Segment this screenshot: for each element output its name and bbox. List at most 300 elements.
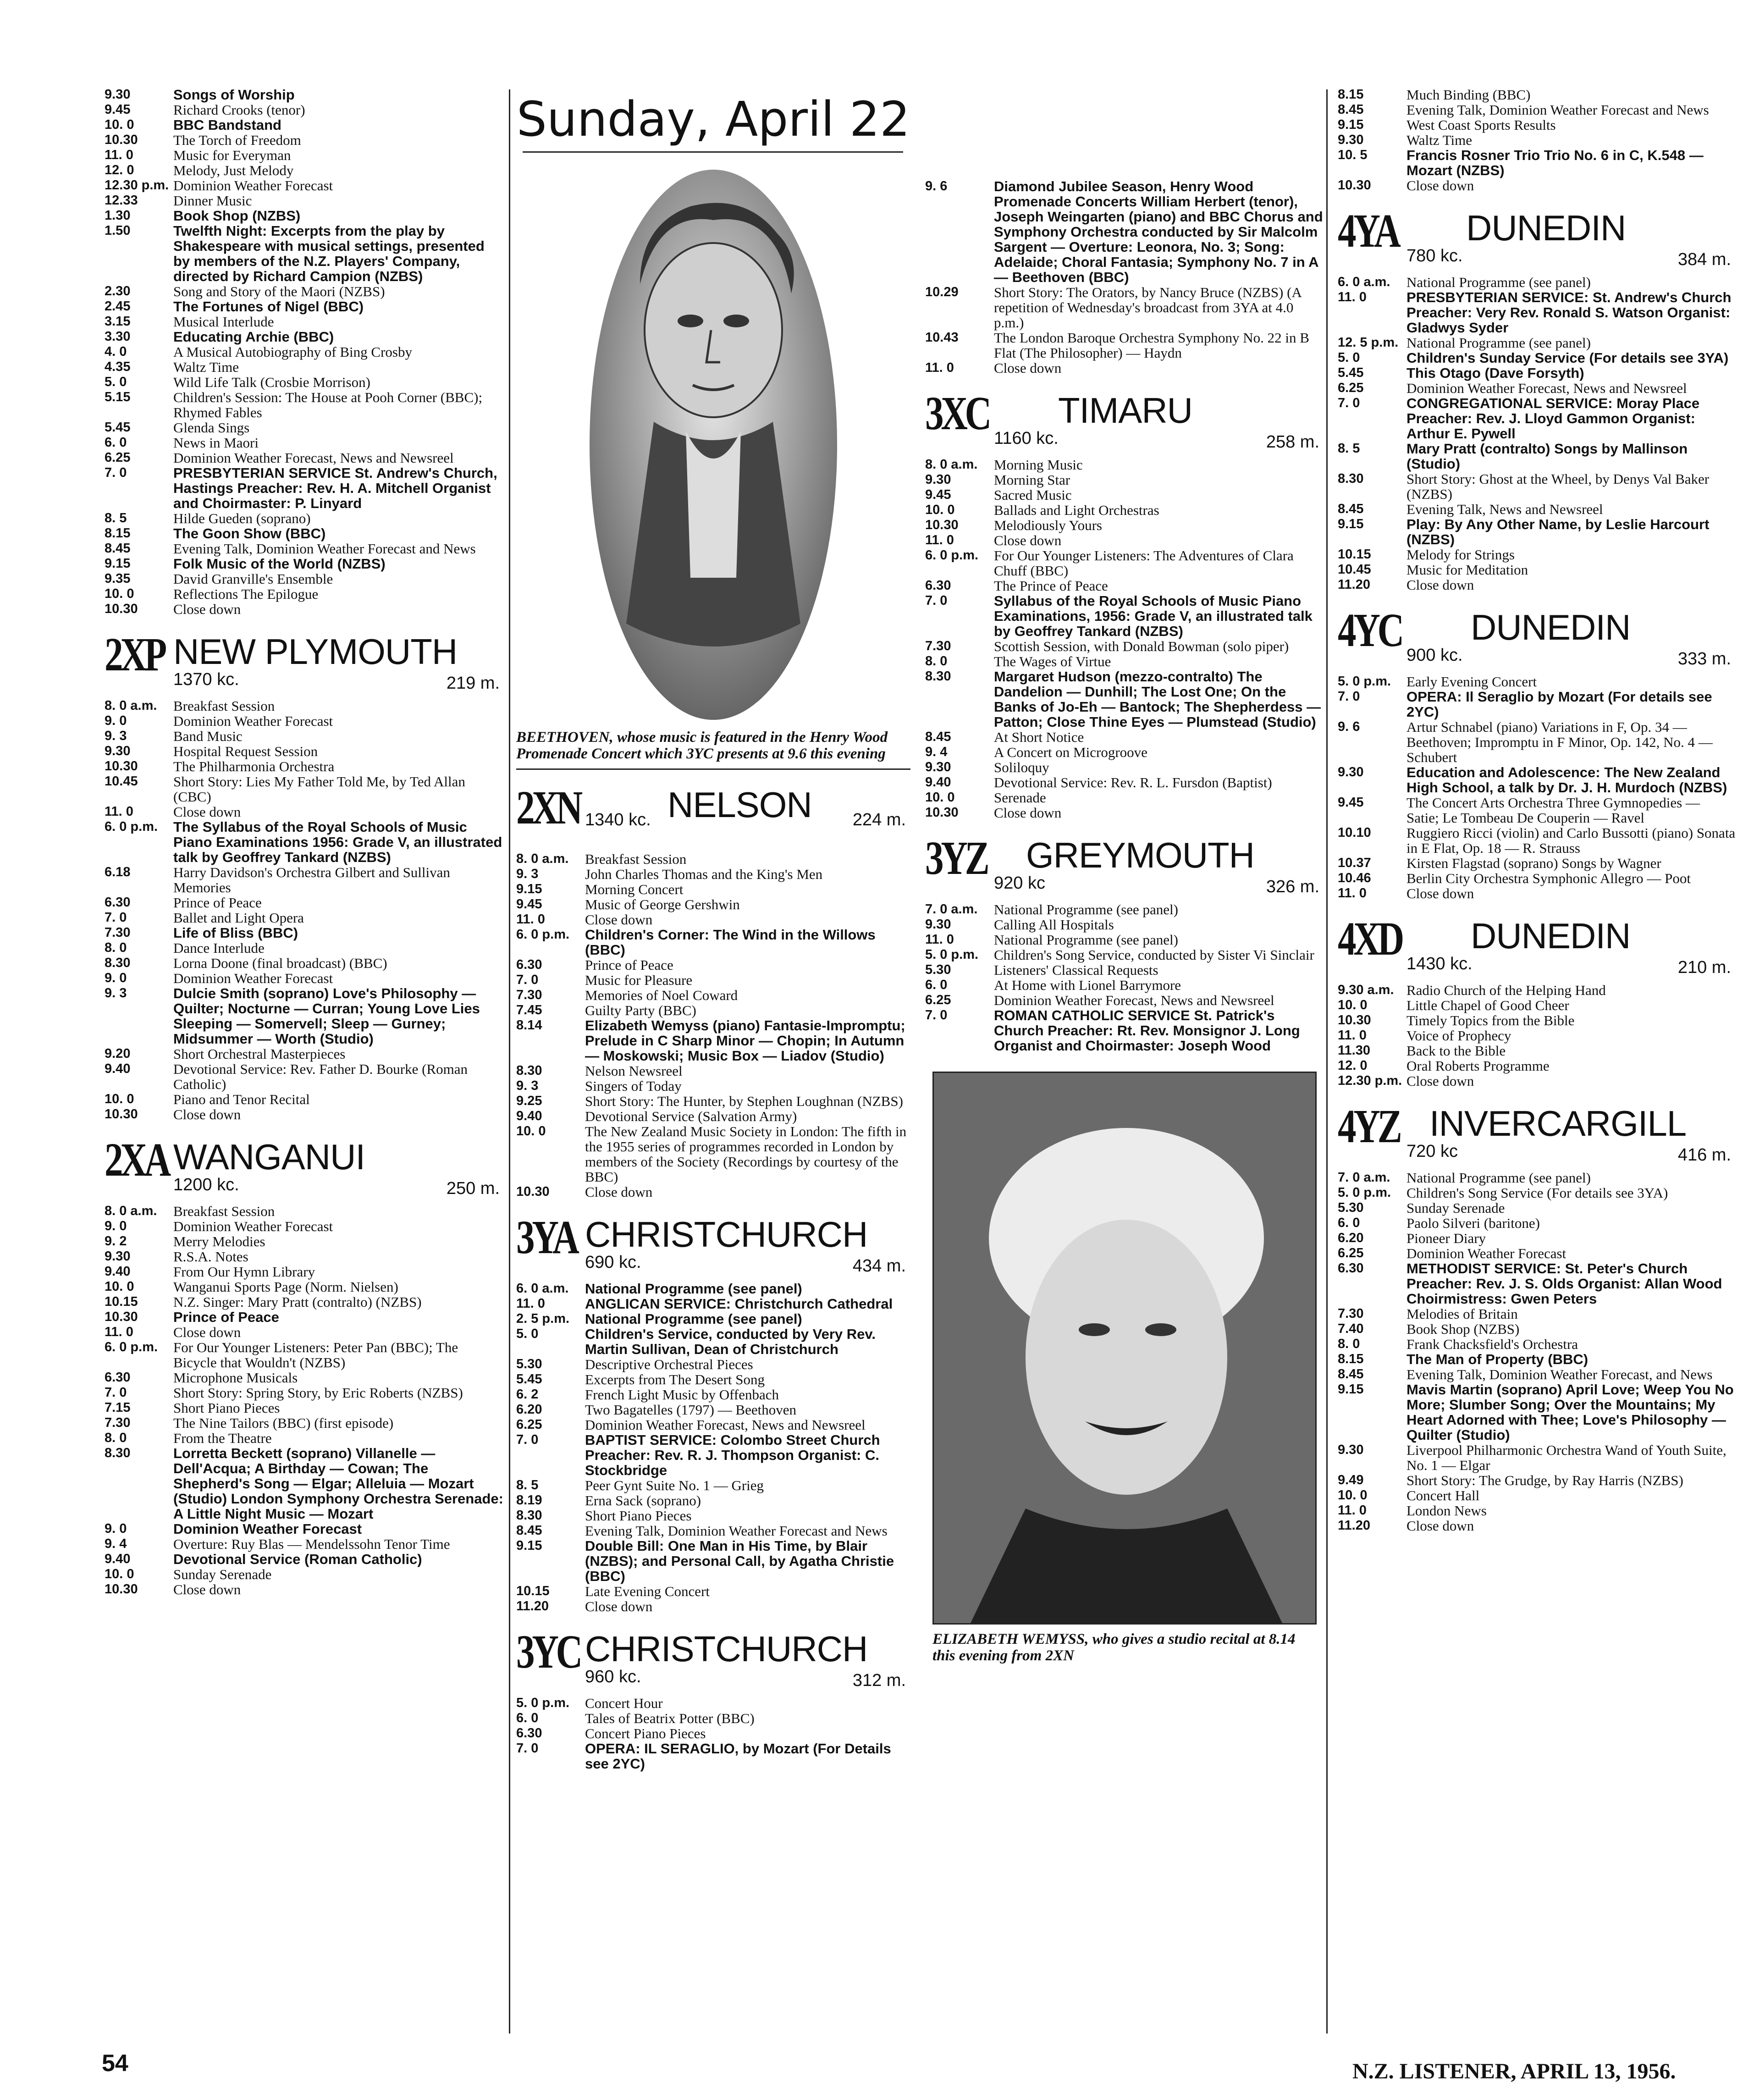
program-entry <box>516 957 910 973</box>
program-time: 8.30 <box>516 1063 542 1078</box>
program-title: Close down <box>173 804 241 820</box>
program-time: 10. 0 <box>105 117 134 132</box>
program-entry <box>105 1385 504 1400</box>
program-time: 12. 0 <box>1338 1058 1368 1073</box>
station-wavelength: 250 m. <box>446 1179 500 1198</box>
program-entry <box>925 775 1324 790</box>
program-entry <box>105 602 504 617</box>
program-time: 8. 0 <box>105 1431 127 1445</box>
program-time: 7. 0 <box>925 1008 948 1022</box>
program-time: 10.15 <box>516 1584 550 1598</box>
program-time: 8.14 <box>516 1018 542 1033</box>
program-entry <box>105 586 504 602</box>
program-title: Close down <box>1407 577 1474 593</box>
program-entry <box>516 973 910 988</box>
program-entry <box>105 571 504 586</box>
program-title: Mavis Martin (soprano) April Love; Weep You No More; Slumber Song; Over the Mountains; My Heart Adorned with Thee; Love's Philosophy — Quilter (Studio) <box>1407 1382 1734 1443</box>
program-title: London News <box>1407 1503 1487 1519</box>
program-entry <box>105 1400 504 1415</box>
program-time: 9.45 <box>105 102 131 117</box>
station-header-2xn <box>516 783 910 847</box>
program-title: Dominion Weather Forecast <box>173 177 333 193</box>
program-title: Close down <box>173 1324 241 1340</box>
program-title: Guilty Party (BBC) <box>585 1002 696 1018</box>
program-time: 9.30 <box>1338 133 1364 147</box>
program-title: Evening Talk, News and Newsreel <box>1407 501 1603 517</box>
program-time: 9.15 <box>1338 517 1364 531</box>
program-time: 9. 2 <box>105 1234 127 1249</box>
program-entry <box>516 1711 910 1726</box>
program-title: At Short Notice <box>994 729 1084 745</box>
station-city: DUNEDIN <box>1466 208 1626 248</box>
station-call-sign: 4YC <box>1338 604 1402 657</box>
station-call-sign: 2XA <box>105 1133 169 1186</box>
program-time: 11. 0 <box>1338 1028 1367 1043</box>
program-time: 9.49 <box>1338 1473 1364 1487</box>
program-entry <box>1338 1246 1736 1261</box>
program-time: 6.25 <box>105 450 131 465</box>
program-entry <box>1338 1306 1736 1321</box>
program-time: 6.25 <box>516 1417 542 1432</box>
station-frequency: 1430 kc. <box>1407 954 1473 973</box>
station-wavelength: 312 m. <box>852 1671 906 1690</box>
program-time: 2.45 <box>105 299 131 314</box>
program-entry <box>516 1387 910 1402</box>
program-time: 10. 0 <box>105 1279 134 1294</box>
program-list <box>925 902 1324 1053</box>
program-time: 7. 0 a.m. <box>1338 1170 1390 1185</box>
divider <box>516 768 910 770</box>
program-title: Peer Gynt Suite No. 1 — Grieg <box>585 1477 764 1493</box>
station-wavelength: 224 m. <box>852 810 906 829</box>
program-entry <box>105 698 504 713</box>
program-title: John Charles Thomas and the King's Men <box>585 866 823 882</box>
program-time: 11.30 <box>1338 1043 1370 1058</box>
program-entry <box>1338 471 1736 502</box>
program-time: 9.30 <box>105 1249 131 1264</box>
program-title: The Syllabus of the Royal Schools of Music Piano Examinations 1956: Grade V, an illustrated talk by Geoffrey Tankard (NZBS) <box>173 819 502 865</box>
program-entry <box>1338 1488 1736 1503</box>
program-title: Prince of Peace <box>173 895 262 911</box>
program-time: 4.35 <box>105 359 131 374</box>
program-time: 8.30 <box>1338 471 1364 486</box>
program-title: METHODIST SERVICE: St. Peter's Church Preacher: Rev. J. S. Olds Organist: Allan Wood Choirmistress: Gwen Peters <box>1407 1260 1722 1307</box>
photo-caption: ELIZABETH WEMYSS, who gives a studio recital at 8.14 this evening from 2XN <box>932 1631 1296 1664</box>
program-time: 9. 6 <box>1338 719 1360 734</box>
program-list <box>516 1281 910 1614</box>
program-entry <box>105 1234 504 1249</box>
program-time: 6.20 <box>516 1402 542 1417</box>
program-time: 7. 0 <box>1338 689 1360 704</box>
program-title: Evening Talk, Dominion Weather Forecast, and News <box>1407 1366 1713 1382</box>
program-time: 10.29 <box>925 285 959 299</box>
program-entry <box>925 179 1324 285</box>
program-time: 8.30 <box>925 669 951 684</box>
program-title: Close down <box>585 912 653 928</box>
program-entry <box>1338 1073 1736 1089</box>
program-entry <box>1338 1058 1736 1073</box>
program-title: Morning Music <box>994 457 1083 473</box>
program-title: The Goon Show (BBC) <box>173 525 326 542</box>
program-time: 10.30 <box>105 133 138 147</box>
program-title: Songs of Worship <box>173 87 295 103</box>
program-title: Music for Pleasure <box>585 972 693 988</box>
program-entry <box>105 1536 504 1552</box>
program-time: 9.40 <box>105 1061 131 1076</box>
station-wavelength: 416 m. <box>1677 1145 1731 1165</box>
program-title: Lorretta Beckett (soprano) Villanelle — Dell'Acqua; A Birthday — Cowan; The Shepherd's Song — Elgar; Alleluia — Mozart (Studio) London Symphony Orchestra Serenade: A Little Night Music — Mozart <box>173 1445 503 1522</box>
program-entry <box>516 1372 910 1387</box>
program-entry <box>1338 825 1736 856</box>
station-header-4ya <box>1338 206 1736 270</box>
program-title: Melodies of Britain <box>1407 1306 1518 1322</box>
program-time: 9.35 <box>105 571 131 586</box>
program-time: 8. 0 <box>105 940 127 955</box>
program-time: 8. 0 <box>1338 1337 1360 1351</box>
program-title: Waltz Time <box>1407 132 1473 148</box>
program-time: 12.30 p.m. <box>1338 1073 1402 1088</box>
program-entry <box>105 1061 504 1092</box>
program-time: 9. 6 <box>925 179 948 193</box>
program-list <box>925 179 1324 376</box>
program-time: 7. 0 <box>105 1385 127 1400</box>
program-entry <box>105 541 504 556</box>
program-entry <box>516 1184 910 1199</box>
program-entry <box>1338 365 1736 381</box>
program-list <box>1338 983 1736 1089</box>
program-title: R.S.A. Notes <box>173 1249 248 1265</box>
program-title: Children's Session: The House at Pooh Corner (BBC); Rhymed Fables <box>173 389 483 420</box>
program-title: Oral Roberts Programme <box>1407 1058 1550 1074</box>
program-entry <box>925 947 1324 962</box>
program-entry <box>1338 517 1736 547</box>
program-entry <box>516 912 910 927</box>
program-entry <box>925 729 1324 745</box>
program-entry <box>1338 1518 1736 1533</box>
program-time: 10.30 <box>105 1107 138 1122</box>
program-entry <box>516 1538 910 1584</box>
station-call-sign: 4YZ <box>1338 1100 1400 1153</box>
program-entry <box>105 804 504 819</box>
program-title: Artur Schnabel (piano) Variations in F, Op. 34 — Beethoven; Impromptu in F Minor, Op. 142, No. 4 — Schubert <box>1407 719 1713 765</box>
program-entry <box>105 1310 504 1325</box>
program-time: 8. 0 <box>925 654 948 669</box>
program-title: Dominion Weather Forecast <box>173 1521 362 1537</box>
program-title: Short Piano Pieces <box>585 1508 692 1524</box>
program-title: National Programme (see panel) <box>994 901 1178 917</box>
program-time: 10.37 <box>1338 856 1371 870</box>
program-time: 11. 0 <box>925 360 954 375</box>
program-entry <box>105 163 504 178</box>
program-time: 10. 0 <box>925 790 955 805</box>
program-title: Prince of Peace <box>173 1309 279 1325</box>
program-time: 10.30 <box>105 602 138 616</box>
station-city: GREYMOUTH <box>1026 835 1254 875</box>
program-entry <box>1338 547 1736 562</box>
program-time: 6.18 <box>105 865 131 879</box>
column-rule <box>1326 89 1328 2034</box>
program-entry <box>925 669 1324 729</box>
program-entry <box>1338 1382 1736 1442</box>
program-entry <box>105 925 504 940</box>
program-time: 5.30 <box>1338 1200 1364 1215</box>
program-title: Radio Church of the Helping Hand <box>1407 982 1606 998</box>
program-title: National Programme (see panel) <box>1407 274 1591 290</box>
station-call-sign: 2XN <box>516 781 580 834</box>
program-entry <box>105 1431 504 1446</box>
program-entry <box>1338 689 1736 719</box>
program-entry <box>516 897 910 912</box>
program-entry <box>516 1599 910 1614</box>
station-header-4yz <box>1338 1101 1736 1166</box>
program-title: Children's Song Service (For details see 3YA) <box>1407 1185 1668 1201</box>
program-entry <box>1338 396 1736 441</box>
program-time: 11. 0 <box>1338 886 1367 901</box>
program-time: 10.30 <box>925 805 959 820</box>
program-entry <box>105 465 504 511</box>
program-time: 10.30 <box>105 1582 138 1597</box>
program-time: 2.30 <box>105 284 131 298</box>
program-title: Breakfast Session <box>173 1203 275 1219</box>
program-time: 9.15 <box>105 556 131 571</box>
program-title: From the Theatre <box>173 1430 272 1446</box>
program-time: 8.19 <box>516 1493 542 1508</box>
program-title: Music for Everyman <box>173 147 291 163</box>
program-title: Short Story: The Hunter, by Stephen Loughnan (NZBS) <box>585 1093 903 1109</box>
program-title: Book Shop (NZBS) <box>1407 1321 1520 1337</box>
program-time: 6.20 <box>1338 1231 1364 1245</box>
program-entry <box>105 556 504 571</box>
station-call-sign: 3YZ <box>925 832 987 884</box>
program-entry <box>105 375 504 390</box>
program-title: Much Binding (BBC) <box>1407 87 1531 103</box>
program-title: Calling All Hospitals <box>994 917 1114 933</box>
program-title: Morning Concert <box>585 881 684 897</box>
program-title: Margaret Hudson (mezzo-contralto) The Dandelion — Dunhill; The Lost One; On the Banks of Jo-Eh — Bantock; The Shepherdess — Patton; Close Thine Eyes — Plumstead (Studio) <box>994 669 1321 730</box>
program-entry <box>105 956 504 971</box>
program-title: BAPTIST SERVICE: Colombo Street Church Preacher: Rev. R. J. Thompson Organist: C. Stockbridge <box>585 1432 880 1478</box>
program-entry <box>105 87 504 102</box>
program-title: Dance Interlude <box>173 940 265 956</box>
program-title: The Torch of Freedom <box>173 132 301 148</box>
program-entry <box>105 819 504 865</box>
headline-rule <box>523 151 903 153</box>
program-entry <box>105 940 504 956</box>
program-entry <box>105 1249 504 1264</box>
program-entry <box>105 910 504 925</box>
program-title: Short Piano Pieces <box>173 1400 280 1416</box>
program-time: 11. 0 <box>925 533 954 547</box>
program-title: Short Orchestral Masterpieces <box>173 1046 346 1062</box>
program-title: OPERA: IL SERAGLIO, by Mozart (For Details see 2YC) <box>585 1741 891 1772</box>
program-title: A Concert on Microgroove <box>994 744 1147 760</box>
program-entry <box>1338 1185 1736 1200</box>
program-title: ANGLICAN SERVICE: Christchurch Cathedral <box>585 1296 893 1312</box>
program-time: 11.20 <box>1338 1518 1370 1533</box>
program-time: 7.30 <box>516 988 542 1002</box>
program-time: 5. 0 p.m. <box>925 947 979 962</box>
program-time: 10. 0 <box>1338 998 1368 1012</box>
program-time: 10. 0 <box>105 586 134 601</box>
program-time: 5.45 <box>516 1372 542 1387</box>
program-entry <box>105 1264 504 1279</box>
program-entry <box>1338 1200 1736 1216</box>
station-call-sign: 4XD <box>1338 912 1402 965</box>
program-time: 3.30 <box>105 329 131 344</box>
program-time: 5. 0 <box>516 1326 539 1341</box>
program-time: 6.30 <box>516 1726 542 1741</box>
program-time: 6. 2 <box>516 1387 539 1402</box>
program-entry <box>1338 502 1736 517</box>
program-entry <box>516 1402 910 1417</box>
program-title: Wanganui Sports Page (Norm. Nielsen) <box>173 1279 398 1295</box>
program-entry <box>105 1370 504 1385</box>
program-time: 6. 0 a.m. <box>1338 275 1390 289</box>
program-time: 11. 0 <box>105 804 133 819</box>
program-entry <box>1338 577 1736 592</box>
program-time: 8. 0 a.m. <box>516 851 569 866</box>
program-list <box>925 457 1324 820</box>
station-header-2xa <box>105 1135 504 1199</box>
program-title: For Our Younger Listeners: Peter Pan (BBC); The Bicycle that Wouldn't (NZBS) <box>173 1339 458 1371</box>
program-list <box>1338 1170 1736 1533</box>
station-frequency: 1370 kc. <box>173 670 239 689</box>
program-time: 5. 0 <box>1338 350 1360 365</box>
program-entry <box>925 360 1324 376</box>
program-title: OPERA: Il Seraglio by Mozart (For details see 2YC) <box>1407 689 1712 720</box>
program-entry <box>105 420 504 435</box>
program-title: Sunday Serenade <box>1407 1200 1505 1216</box>
program-entry <box>105 1582 504 1597</box>
program-title: Band Music <box>173 728 243 744</box>
program-time: 10. 0 <box>105 1567 134 1581</box>
program-title: Close down <box>173 601 241 617</box>
program-title: Listeners' Classical Requests <box>994 962 1158 978</box>
program-time: 5.45 <box>1338 365 1364 380</box>
program-title: Musical Interlude <box>173 314 274 330</box>
program-time: 6.30 <box>1338 1261 1364 1276</box>
program-time: 5.30 <box>925 962 951 977</box>
publication-footer: N.Z. LISTENER, APRIL 13, 1956. <box>1352 2059 1676 2083</box>
program-time: 10.15 <box>1338 547 1371 562</box>
program-entry <box>105 435 504 450</box>
program-entry <box>516 1003 910 1018</box>
station-city: CHRISTCHURCH <box>585 1629 868 1669</box>
program-time: 10. 0 <box>925 503 955 517</box>
program-entry <box>105 1107 504 1122</box>
program-entry <box>1338 1367 1736 1382</box>
program-time: 2. 5 p.m. <box>516 1311 570 1326</box>
program-time: 9.15 <box>516 882 542 896</box>
program-time: 8.15 <box>1338 1352 1364 1366</box>
station-call-sign: 4YA <box>1338 204 1398 257</box>
program-title: Voice of Prophecy <box>1407 1028 1511 1044</box>
program-time: 11.20 <box>516 1599 549 1614</box>
program-time: 7.15 <box>105 1400 131 1415</box>
page-title: Sunday, April 22 <box>516 91 910 147</box>
program-time: 8.45 <box>105 541 131 556</box>
program-title: Melodiously Yours <box>994 517 1102 533</box>
program-entry <box>925 962 1324 978</box>
program-time: 8.45 <box>925 729 951 744</box>
station-header-2xp <box>105 630 504 694</box>
program-entry <box>105 1521 504 1536</box>
program-time: 8. 5 <box>105 511 127 525</box>
program-entry <box>1338 1352 1736 1367</box>
program-time: 8.45 <box>1338 102 1364 117</box>
program-entry <box>1338 871 1736 886</box>
program-time: 9. 0 <box>105 713 127 728</box>
program-entry <box>516 1432 910 1478</box>
program-time: 9. 0 <box>105 1521 127 1536</box>
program-title: National Programme (see panel) <box>585 1281 802 1297</box>
program-entry <box>925 805 1324 820</box>
station-wavelength: 384 m. <box>1677 250 1731 269</box>
program-time: 10.43 <box>925 330 959 345</box>
program-entry <box>105 1415 504 1431</box>
program-title: Morning Star <box>994 472 1070 488</box>
program-time: 9. 0 <box>105 1219 127 1233</box>
program-entry <box>105 148 504 163</box>
program-time: 10.30 <box>105 759 138 774</box>
program-time: 10.30 <box>1338 1013 1371 1028</box>
program-time: 6.30 <box>105 1370 131 1385</box>
program-title: Merry Melodies <box>173 1233 265 1249</box>
program-time: 9.20 <box>105 1046 131 1061</box>
program-entry <box>516 851 910 867</box>
program-time: 5. 0 p.m. <box>1338 674 1391 689</box>
program-time: 9.30 <box>105 744 131 758</box>
program-time: 8. 5 <box>516 1478 539 1492</box>
station-frequency: 960 kc. <box>585 1667 641 1686</box>
program-time: 12. 5 p.m. <box>1338 335 1399 350</box>
program-time: 9.15 <box>516 1538 542 1553</box>
program-time: 11.20 <box>1338 577 1370 592</box>
program-title: The Man of Property (BBC) <box>1407 1351 1589 1367</box>
program-entry <box>516 1493 910 1508</box>
program-entry <box>516 1109 910 1124</box>
program-entry <box>105 759 504 774</box>
program-time: 9.40 <box>105 1264 131 1279</box>
program-time: 8.30 <box>105 956 131 970</box>
column-rule <box>509 89 510 2034</box>
station-wavelength: 326 m. <box>1266 877 1319 896</box>
program-title: Back to the Bible <box>1407 1043 1506 1059</box>
beethoven-portrait <box>585 165 842 724</box>
program-time: 11. 0 <box>516 912 545 927</box>
program-title: Evening Talk, Dominion Weather Forecast and News <box>585 1523 888 1539</box>
station-frequency: 1340 kc. <box>585 810 651 829</box>
program-time: 11. 0 <box>1338 1503 1367 1518</box>
program-title: Short Story: The Grudge, by Ray Harris (NZBS) <box>1407 1472 1683 1488</box>
program-title: Singers of Today <box>585 1078 682 1094</box>
program-title: Prince of Peace <box>585 957 673 973</box>
program-title: Ruggiero Ricci (violin) and Carlo Bussotti (piano) Sonata in E Flat, Op. 18 — R. Strauss <box>1407 825 1736 856</box>
program-time: 1.30 <box>105 208 131 223</box>
program-time: 12.33 <box>105 193 138 208</box>
program-time: 6. 0 <box>516 1711 539 1725</box>
program-title: Concert Hall <box>1407 1487 1480 1503</box>
program-entry <box>925 457 1324 472</box>
program-title: Folk Music of the World (NZBS) <box>173 556 386 572</box>
program-title: Dominion Weather Forecast <box>173 970 333 986</box>
program-time: 7. 0 <box>516 1432 539 1447</box>
program-time: 10.45 <box>1338 562 1371 577</box>
program-title: Waltz Time <box>173 359 239 375</box>
program-time: 4. 0 <box>105 344 127 359</box>
program-title: Dominion Weather Forecast, News and Newsreel <box>173 450 454 466</box>
program-title: Little Chapel of Good Cheer <box>1407 997 1569 1013</box>
